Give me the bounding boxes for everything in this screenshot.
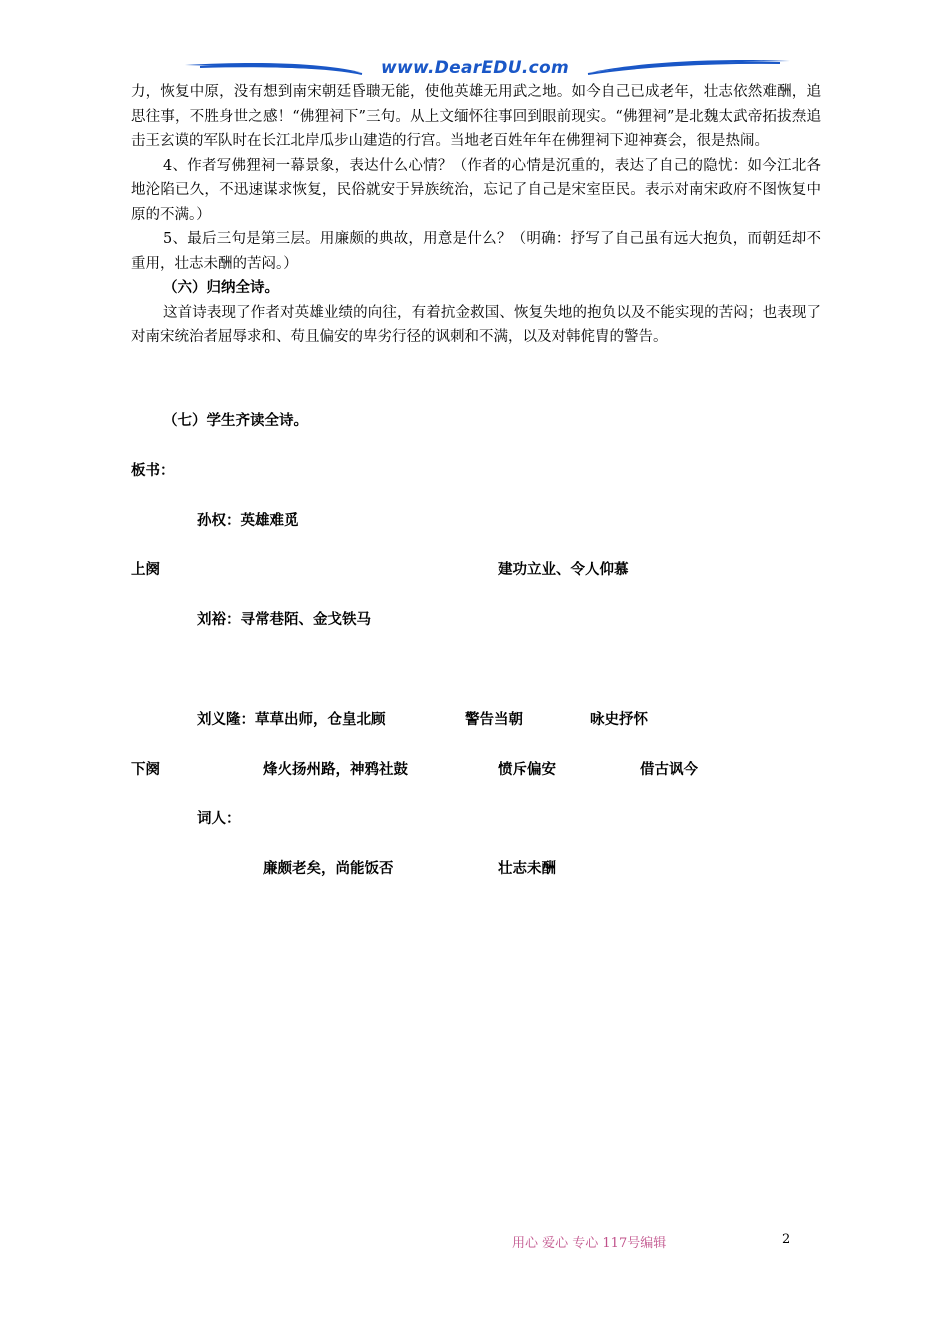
- paragraph-3: 5、最后三句是第三层。用廉颇的典故，用意是什么？（明确：抒写了自己虽有远大抱负，而朝廷却不重用，壮志未酬的苦闷。）: [131, 231, 821, 272]
- section6-heading: （六）归纳全诗。: [163, 280, 279, 296]
- main-text: [131, 80, 821, 350]
- footer-text: 用心 爱心 专心 117号编辑: [512, 1236, 667, 1251]
- section6-text: 这首诗表现了作者对英雄业绩的向往，有着抗金救国、恢复失地的抱负以及不能实现的苦闷；也表现了对南宋统治者屈辱求和、苟且偏安的卑劣行径的讽刺和不满，以及对韩侂胄的警告。: [131, 304, 821, 345]
- board-sunquan: 孙权：英雄难觅: [197, 513, 299, 529]
- paragraph-1: 力，恢复中原，没有想到南宋朝廷昏聩无能，使他英雄无用武之地。如今自己已成老年，壮志依然难酬，追思往事，不胜身世之感！“佛狸祠下”三句。从上文缅怀往事回到眼前现实。“佛狸祠”是北魏太武帝拓拔焘追击王玄谟的军队时在长江北岸瓜步山建造的行宫。当地老百姓年年在佛狸祠下迎神赛会，很是热闹。: [131, 84, 821, 149]
- page-number: 2: [782, 1232, 791, 1247]
- board-warn: 警告当朝: [465, 712, 523, 728]
- board-satire: 借古讽今: [640, 762, 698, 778]
- paragraph-2: 4、作者写佛狸祠一幕景象，表达什么心情？（作者的心情是沉重的，表达了自己的隐忧：如今江北各地沦陷已久，不迅速谋求恢复，民俗就安于异族统治，忘记了自己是宋室臣民。表示对南宋政府不图恢复中原的不满。）: [131, 157, 821, 223]
- board-upper: 上阕: [131, 562, 160, 578]
- section7-heading: （七）学生齐读全诗。: [163, 413, 308, 429]
- board-lower: 下阕: [131, 762, 160, 778]
- board-history: 咏史抒怀: [590, 712, 648, 728]
- board-label: 板书：: [131, 463, 175, 479]
- site-title[interactable]: www.DearEDU.com: [381, 58, 569, 78]
- board-fenghuo: 烽火扬州路，神鸦社鼓: [263, 762, 408, 778]
- board-lianpo: 廉颇老矣，尚能饭否: [263, 861, 394, 877]
- board-ambition: 壮志未酬: [498, 861, 556, 877]
- board-anger: 愤斥偏安: [498, 762, 556, 778]
- board-upper-summary: 建功立业、令人仰慕: [498, 562, 629, 578]
- board-poet: 词人：: [197, 811, 241, 827]
- board-liuyu: 刘裕：寻常巷陌、金戈铁马: [197, 612, 371, 628]
- board-liuyilong: 刘义隆：草草出师，仓皇北顾: [197, 712, 386, 728]
